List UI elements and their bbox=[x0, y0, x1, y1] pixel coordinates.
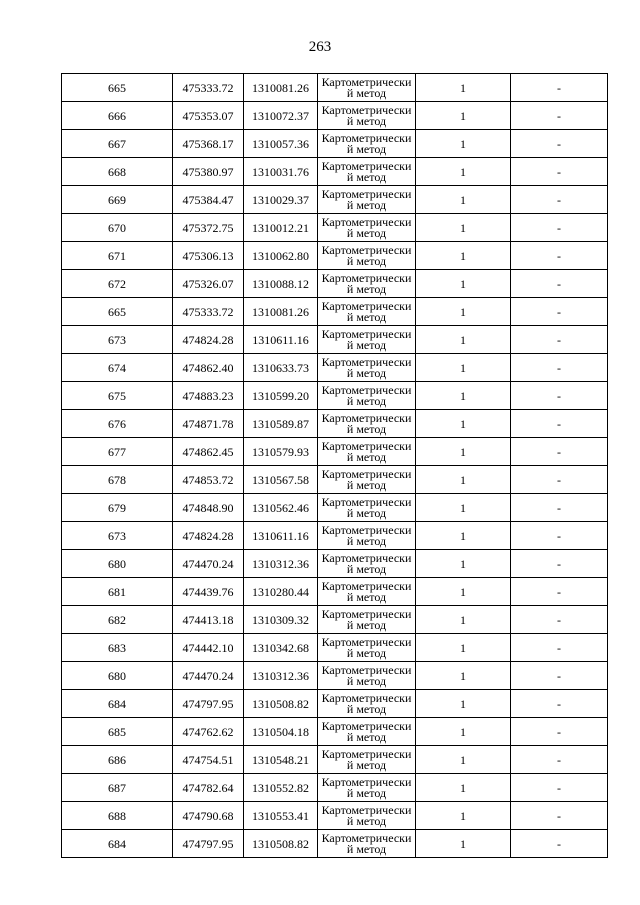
method-cell bbox=[318, 802, 416, 830]
note-cell: - bbox=[511, 214, 608, 242]
method-cell bbox=[318, 102, 416, 130]
method-cell bbox=[318, 326, 416, 354]
method-text: Картометрически й метод bbox=[321, 299, 412, 324]
method-cell bbox=[318, 578, 416, 606]
table-row bbox=[62, 466, 608, 494]
note-cell: - bbox=[511, 690, 608, 718]
y-coordinate-cell: 1310508.82 bbox=[244, 690, 318, 718]
y-coordinate-cell: 1310312.36 bbox=[244, 550, 318, 578]
x-coordinate-cell: 474871.78 bbox=[173, 410, 244, 438]
method-text: Картометрически й метод bbox=[321, 523, 412, 548]
method-cell bbox=[318, 718, 416, 746]
method-cell bbox=[318, 214, 416, 242]
table-row bbox=[62, 102, 608, 130]
note-cell: - bbox=[511, 466, 608, 494]
y-coordinate-cell: 1310029.37 bbox=[244, 186, 318, 214]
table-row bbox=[62, 746, 608, 774]
point-number-cell: 678 bbox=[62, 466, 173, 494]
method-text: Картометрически й метод bbox=[321, 803, 412, 828]
x-coordinate-cell: 474797.95 bbox=[173, 830, 244, 858]
x-coordinate-cell: 475353.07 bbox=[173, 102, 244, 130]
count-cell: 1 bbox=[416, 662, 511, 690]
count-cell: 1 bbox=[416, 494, 511, 522]
method-text: Картометрически й метод bbox=[321, 747, 412, 772]
point-number-cell: 687 bbox=[62, 774, 173, 802]
note-cell: - bbox=[511, 130, 608, 158]
method-cell bbox=[318, 382, 416, 410]
point-number-cell: 669 bbox=[62, 186, 173, 214]
method-text: Картометрически й метод bbox=[321, 383, 412, 408]
table-row bbox=[62, 662, 608, 690]
x-coordinate-cell: 475333.72 bbox=[173, 298, 244, 326]
count-cell: 1 bbox=[416, 522, 511, 550]
note-cell: - bbox=[511, 830, 608, 858]
table-row bbox=[62, 270, 608, 298]
point-number-cell: 667 bbox=[62, 130, 173, 158]
method-text: Картометрически й метод bbox=[321, 131, 412, 156]
y-coordinate-cell: 1310579.93 bbox=[244, 438, 318, 466]
x-coordinate-cell: 474470.24 bbox=[173, 550, 244, 578]
note-cell: - bbox=[511, 298, 608, 326]
count-cell: 1 bbox=[416, 270, 511, 298]
count-cell: 1 bbox=[416, 354, 511, 382]
method-text: Картометрически й метод bbox=[321, 551, 412, 576]
table-row bbox=[62, 494, 608, 522]
method-text: Картометрически й метод bbox=[321, 187, 412, 212]
x-coordinate-cell: 474824.28 bbox=[173, 522, 244, 550]
note-cell: - bbox=[511, 354, 608, 382]
y-coordinate-cell: 1310280.44 bbox=[244, 578, 318, 606]
table-row bbox=[62, 830, 608, 858]
count-cell: 1 bbox=[416, 718, 511, 746]
method-text: Картометрически й метод bbox=[321, 607, 412, 632]
table-row bbox=[62, 606, 608, 634]
table-row bbox=[62, 550, 608, 578]
point-number-cell: 680 bbox=[62, 662, 173, 690]
method-cell bbox=[318, 606, 416, 634]
method-cell bbox=[318, 298, 416, 326]
note-cell: - bbox=[511, 494, 608, 522]
count-cell: 1 bbox=[416, 74, 511, 102]
y-coordinate-cell: 1310312.36 bbox=[244, 662, 318, 690]
method-cell bbox=[318, 746, 416, 774]
x-coordinate-cell: 474470.24 bbox=[173, 662, 244, 690]
method-text: Картометрически й метод bbox=[321, 159, 412, 184]
table-row bbox=[62, 774, 608, 802]
x-coordinate-cell: 474848.90 bbox=[173, 494, 244, 522]
table-row bbox=[62, 690, 608, 718]
method-text: Картометрически й метод bbox=[321, 271, 412, 296]
x-coordinate-cell: 474862.45 bbox=[173, 438, 244, 466]
method-text: Картометрически й метод bbox=[321, 467, 412, 492]
method-cell bbox=[318, 634, 416, 662]
point-number-cell: 684 bbox=[62, 690, 173, 718]
method-cell bbox=[318, 186, 416, 214]
note-cell: - bbox=[511, 746, 608, 774]
x-coordinate-cell: 474413.18 bbox=[173, 606, 244, 634]
method-text: Картометрически й метод bbox=[321, 243, 412, 268]
point-number-cell: 682 bbox=[62, 606, 173, 634]
method-text: Картометрически й метод bbox=[321, 691, 412, 716]
method-text: Картометрически й метод bbox=[321, 411, 412, 436]
method-cell bbox=[318, 74, 416, 102]
x-coordinate-cell: 475306.13 bbox=[173, 242, 244, 270]
note-cell: - bbox=[511, 662, 608, 690]
note-cell: - bbox=[511, 74, 608, 102]
y-coordinate-cell: 1310633.73 bbox=[244, 354, 318, 382]
point-number-cell: 684 bbox=[62, 830, 173, 858]
method-text: Картометрически й метод bbox=[321, 215, 412, 240]
y-coordinate-cell: 1310309.32 bbox=[244, 606, 318, 634]
table-row bbox=[62, 802, 608, 830]
y-coordinate-cell: 1310611.16 bbox=[244, 522, 318, 550]
point-number-cell: 676 bbox=[62, 410, 173, 438]
y-coordinate-cell: 1310081.26 bbox=[244, 74, 318, 102]
point-number-cell: 666 bbox=[62, 102, 173, 130]
point-number-cell: 688 bbox=[62, 802, 173, 830]
count-cell: 1 bbox=[416, 606, 511, 634]
method-text: Картометрически й метод bbox=[321, 439, 412, 464]
table-body bbox=[62, 74, 608, 858]
method-cell bbox=[318, 130, 416, 158]
x-coordinate-cell: 474439.76 bbox=[173, 578, 244, 606]
y-coordinate-cell: 1310611.16 bbox=[244, 326, 318, 354]
note-cell: - bbox=[511, 270, 608, 298]
y-coordinate-cell: 1310081.26 bbox=[244, 298, 318, 326]
note-cell: - bbox=[511, 186, 608, 214]
table-row bbox=[62, 130, 608, 158]
x-coordinate-cell: 474797.95 bbox=[173, 690, 244, 718]
point-number-cell: 680 bbox=[62, 550, 173, 578]
point-number-cell: 679 bbox=[62, 494, 173, 522]
method-text: Картометрически й метод bbox=[321, 831, 412, 856]
table-row bbox=[62, 298, 608, 326]
point-number-cell: 681 bbox=[62, 578, 173, 606]
x-coordinate-cell: 474824.28 bbox=[173, 326, 244, 354]
note-cell: - bbox=[511, 382, 608, 410]
count-cell: 1 bbox=[416, 130, 511, 158]
count-cell: 1 bbox=[416, 382, 511, 410]
method-text: Картометрически й метод bbox=[321, 775, 412, 800]
method-cell bbox=[318, 242, 416, 270]
note-cell: - bbox=[511, 718, 608, 746]
x-coordinate-cell: 475384.47 bbox=[173, 186, 244, 214]
note-cell: - bbox=[511, 606, 608, 634]
table-row bbox=[62, 438, 608, 466]
point-number-cell: 673 bbox=[62, 326, 173, 354]
note-cell: - bbox=[511, 774, 608, 802]
point-number-cell: 674 bbox=[62, 354, 173, 382]
point-number-cell: 673 bbox=[62, 522, 173, 550]
method-cell bbox=[318, 550, 416, 578]
note-cell: - bbox=[511, 242, 608, 270]
table-row bbox=[62, 354, 608, 382]
count-cell: 1 bbox=[416, 102, 511, 130]
count-cell: 1 bbox=[416, 746, 511, 774]
method-cell bbox=[318, 158, 416, 186]
count-cell: 1 bbox=[416, 774, 511, 802]
method-cell bbox=[318, 354, 416, 382]
method-text: Картометрически й метод bbox=[321, 635, 412, 660]
count-cell: 1 bbox=[416, 214, 511, 242]
method-text: Картометрически й метод bbox=[321, 103, 412, 128]
x-coordinate-cell: 475380.97 bbox=[173, 158, 244, 186]
count-cell: 1 bbox=[416, 410, 511, 438]
x-coordinate-cell: 474883.23 bbox=[173, 382, 244, 410]
table-row bbox=[62, 242, 608, 270]
count-cell: 1 bbox=[416, 802, 511, 830]
table-row bbox=[62, 578, 608, 606]
method-text: Картометрически й метод bbox=[321, 355, 412, 380]
method-cell bbox=[318, 522, 416, 550]
page-number: 263 bbox=[308, 39, 332, 55]
note-cell: - bbox=[511, 522, 608, 550]
table-row bbox=[62, 382, 608, 410]
table-row bbox=[62, 718, 608, 746]
y-coordinate-cell: 1310552.82 bbox=[244, 774, 318, 802]
x-coordinate-cell: 475326.07 bbox=[173, 270, 244, 298]
count-cell: 1 bbox=[416, 578, 511, 606]
method-text: Картометрически й метод bbox=[321, 663, 412, 688]
note-cell: - bbox=[511, 438, 608, 466]
count-cell: 1 bbox=[416, 186, 511, 214]
y-coordinate-cell: 1310548.21 bbox=[244, 746, 318, 774]
y-coordinate-cell: 1310504.18 bbox=[244, 718, 318, 746]
x-coordinate-cell: 474782.64 bbox=[173, 774, 244, 802]
note-cell: - bbox=[511, 410, 608, 438]
method-text: Картометрически й метод bbox=[321, 75, 412, 100]
point-number-cell: 677 bbox=[62, 438, 173, 466]
y-coordinate-cell: 1310342.68 bbox=[244, 634, 318, 662]
x-coordinate-cell: 475372.75 bbox=[173, 214, 244, 242]
table-row bbox=[62, 214, 608, 242]
method-text: Картометрически й метод bbox=[321, 719, 412, 744]
count-cell: 1 bbox=[416, 466, 511, 494]
x-coordinate-cell: 474862.40 bbox=[173, 354, 244, 382]
point-number-cell: 683 bbox=[62, 634, 173, 662]
table-row bbox=[62, 410, 608, 438]
point-number-cell: 665 bbox=[62, 298, 173, 326]
y-coordinate-cell: 1310553.41 bbox=[244, 802, 318, 830]
method-cell bbox=[318, 494, 416, 522]
x-coordinate-cell: 474762.62 bbox=[173, 718, 244, 746]
y-coordinate-cell: 1310062.80 bbox=[244, 242, 318, 270]
y-coordinate-cell: 1310508.82 bbox=[244, 830, 318, 858]
point-number-cell: 668 bbox=[62, 158, 173, 186]
y-coordinate-cell: 1310088.12 bbox=[244, 270, 318, 298]
count-cell: 1 bbox=[416, 830, 511, 858]
y-coordinate-cell: 1310057.36 bbox=[244, 130, 318, 158]
method-text: Картометрически й метод bbox=[321, 579, 412, 604]
point-number-cell: 675 bbox=[62, 382, 173, 410]
method-cell bbox=[318, 466, 416, 494]
point-number-cell: 672 bbox=[62, 270, 173, 298]
count-cell: 1 bbox=[416, 550, 511, 578]
y-coordinate-cell: 1310567.58 bbox=[244, 466, 318, 494]
method-cell bbox=[318, 410, 416, 438]
count-cell: 1 bbox=[416, 438, 511, 466]
y-coordinate-cell: 1310072.37 bbox=[244, 102, 318, 130]
point-number-cell: 671 bbox=[62, 242, 173, 270]
method-cell bbox=[318, 690, 416, 718]
table-row bbox=[62, 74, 608, 102]
point-number-cell: 670 bbox=[62, 214, 173, 242]
method-text: Картометрически й метод bbox=[321, 495, 412, 520]
note-cell: - bbox=[511, 158, 608, 186]
y-coordinate-cell: 1310562.46 bbox=[244, 494, 318, 522]
x-coordinate-cell: 474754.51 bbox=[173, 746, 244, 774]
x-coordinate-cell: 474853.72 bbox=[173, 466, 244, 494]
count-cell: 1 bbox=[416, 634, 511, 662]
table-row bbox=[62, 186, 608, 214]
point-number-cell: 686 bbox=[62, 746, 173, 774]
note-cell: - bbox=[511, 550, 608, 578]
count-cell: 1 bbox=[416, 158, 511, 186]
method-cell bbox=[318, 662, 416, 690]
method-cell bbox=[318, 774, 416, 802]
count-cell: 1 bbox=[416, 242, 511, 270]
table-row bbox=[62, 634, 608, 662]
count-cell: 1 bbox=[416, 298, 511, 326]
y-coordinate-cell: 1310031.76 bbox=[244, 158, 318, 186]
table-row bbox=[62, 158, 608, 186]
y-coordinate-cell: 1310599.20 bbox=[244, 382, 318, 410]
note-cell: - bbox=[511, 634, 608, 662]
note-cell: - bbox=[511, 802, 608, 830]
method-cell bbox=[318, 438, 416, 466]
method-text: Картометрически й метод bbox=[321, 327, 412, 352]
table-row bbox=[62, 522, 608, 550]
method-cell bbox=[318, 830, 416, 858]
note-cell: - bbox=[511, 326, 608, 354]
note-cell: - bbox=[511, 578, 608, 606]
x-coordinate-cell: 475333.72 bbox=[173, 74, 244, 102]
note-cell: - bbox=[511, 102, 608, 130]
count-cell: 1 bbox=[416, 690, 511, 718]
x-coordinate-cell: 474790.68 bbox=[173, 802, 244, 830]
method-cell bbox=[318, 270, 416, 298]
x-coordinate-cell: 474442.10 bbox=[173, 634, 244, 662]
count-cell: 1 bbox=[416, 326, 511, 354]
y-coordinate-cell: 1310589.87 bbox=[244, 410, 318, 438]
coordinates-table bbox=[61, 73, 608, 858]
table-row bbox=[62, 326, 608, 354]
y-coordinate-cell: 1310012.21 bbox=[244, 214, 318, 242]
point-number-cell: 685 bbox=[62, 718, 173, 746]
point-number-cell: 665 bbox=[62, 74, 173, 102]
x-coordinate-cell: 475368.17 bbox=[173, 130, 244, 158]
